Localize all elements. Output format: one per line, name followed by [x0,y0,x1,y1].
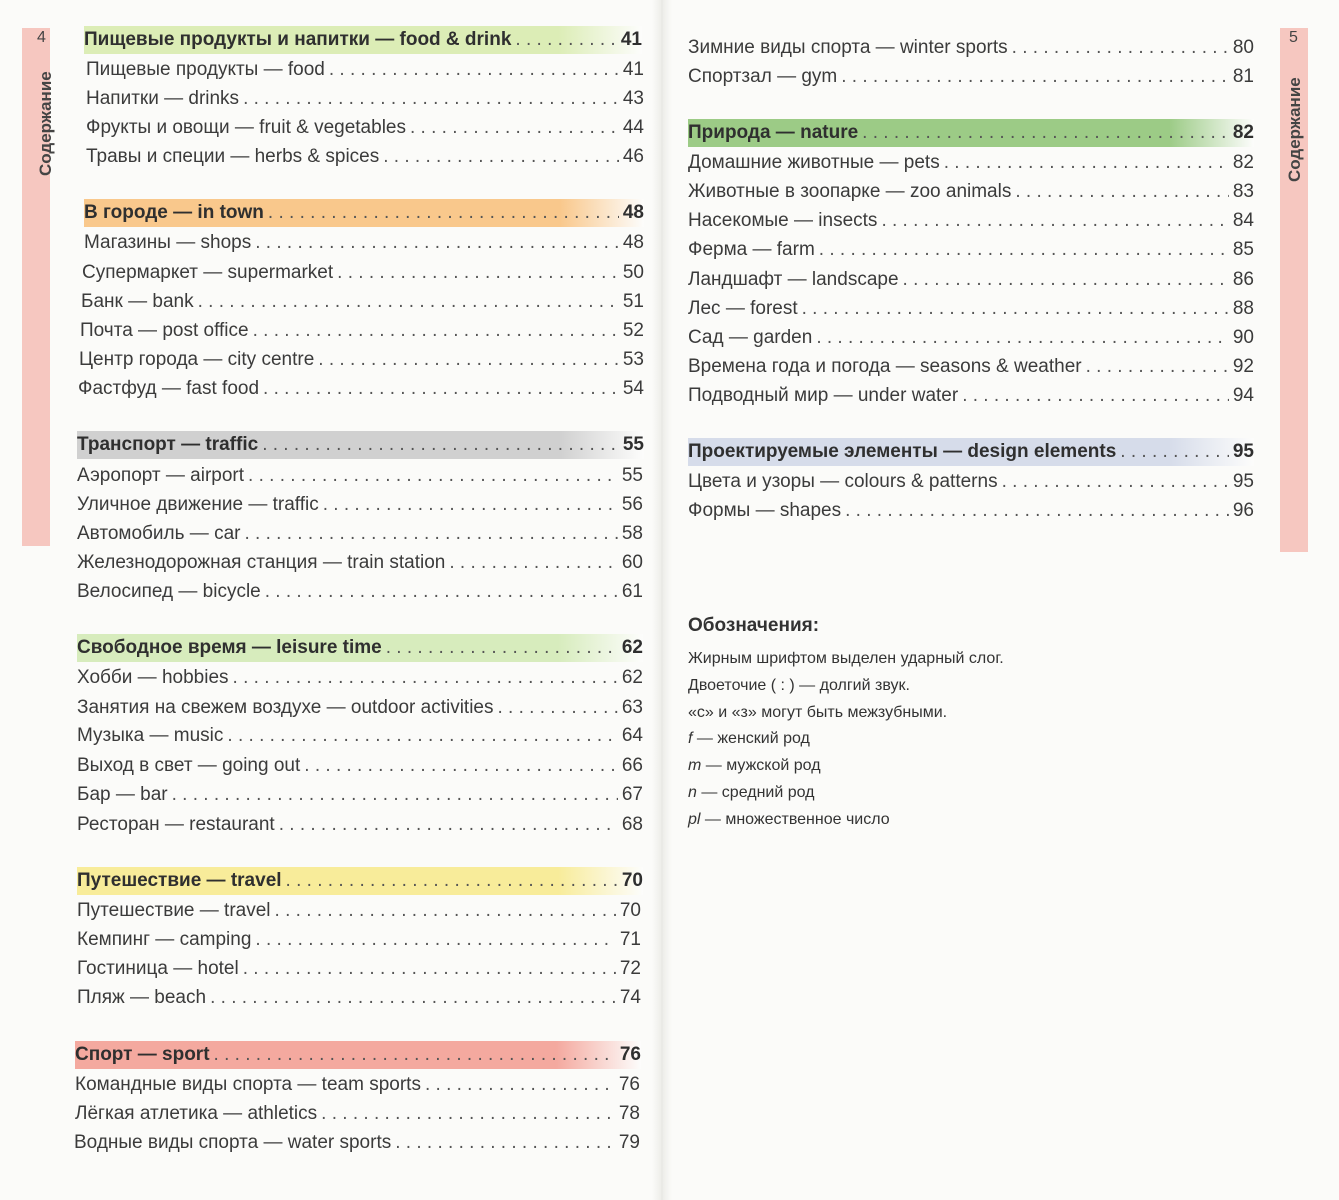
toc-item[interactable]: Магазины — shops . . . 48 [84,231,644,255]
toc-item[interactable]: Животные в зоопарке — zoo animals . . . 83 [688,180,1254,204]
toc-item[interactable]: Домашние животные — pets . . . 82 [688,151,1254,175]
toc-item[interactable]: Путешествие — travel . . . 70 [77,899,641,923]
legend-item: pl — множественное число [688,811,890,828]
legend-item: n — средний род [688,784,815,801]
page-number-right: 5 [1289,29,1298,46]
legend-item: m — мужской род [688,757,821,774]
toc-item[interactable]: Лёгкая атлетика — athletics . . . 78 [75,1102,640,1126]
side-tab-label-left: Содержание [36,71,55,176]
toc-item[interactable]: Времена года и погода — seasons & weather . . . 92 [688,355,1254,379]
section-heading-nature[interactable]: Природа — nature . . . 82 [688,119,1254,147]
toc-item[interactable]: Аэропорт — airport . . . 55 [77,464,643,488]
book-gutter [652,0,672,1200]
legend-item: f — женский род [688,730,810,747]
toc-item[interactable]: Командные виды спорта — team sports . . . 76 [75,1073,640,1097]
toc-item[interactable]: Зимние виды спорта — winter sports . . . 80 [688,36,1254,60]
toc-item[interactable]: Железнодорожная станция — train station . . . 60 [77,551,643,575]
section-heading-design-elements[interactable]: Проектируемые элементы — design elements . . . 95 [688,438,1254,466]
section-heading-in-town[interactable]: В городе — in town . . . 48 [84,199,644,227]
legend-item: Жирным шрифтом выделен ударный слог. [688,650,1004,667]
section-heading-travel[interactable]: Путешествие — travel . . . 70 [77,867,643,895]
toc-item[interactable]: Ресторан — restaurant . . . 68 [77,813,643,837]
toc-item[interactable]: Подводный мир — under water . . . 94 [688,384,1254,408]
toc-item[interactable]: Пищевые продукты — food . . . 41 [86,58,644,82]
toc-item[interactable]: Гостиница — hotel . . . 72 [77,957,641,981]
legend-item: «с» и «з» могут быть межзубными. [688,704,948,721]
toc-item[interactable]: Фастфуд — fast food . . . 54 [78,377,644,401]
toc-item[interactable]: Водные виды спорта — water sports . . . 79 [74,1131,640,1155]
toc-item[interactable]: Ландшафт — landscape . . . 86 [688,268,1254,292]
toc-item[interactable]: Занятия на свежем воздухе — outdoor activities . . . 63 [77,696,643,720]
toc-item[interactable]: Центр города — city centre . . . 53 [79,348,644,372]
toc-item[interactable]: Супермаркет — supermarket . . . 50 [82,261,644,285]
legend-title: Обозначения: [688,615,820,636]
section-heading-food-drink[interactable]: Пищевые продукты и напитки — food & drink . . . 41 [84,26,642,54]
toc-item[interactable]: Автомобиль — car . . . 58 [77,522,643,546]
toc-item[interactable]: Почта — post office . . . 52 [80,319,644,343]
toc-item[interactable]: Бар — bar . . . 67 [77,783,643,807]
section-heading-sport[interactable]: Спорт — sport . . . 76 [75,1041,641,1069]
side-tab-label-right: Содержание [1285,77,1304,182]
section-heading-leisure-time[interactable]: Свободное время — leisure time . . . 62 [77,634,643,662]
toc-item[interactable]: Сад — garden . . . 90 [688,326,1254,350]
toc-item[interactable]: Велосипед — bicycle . . . 61 [77,580,643,604]
toc-item[interactable]: Банк — bank . . . 51 [81,290,644,314]
section-heading-traffic[interactable]: Транспорт — traffic . . . 55 [77,431,644,459]
toc-item[interactable]: Травы и специи — herbs & spices . . . 46 [86,145,644,169]
toc-item[interactable]: Насекомые — insects . . . 84 [688,209,1254,233]
toc-item[interactable]: Фрукты и овощи — fruit & vegetables . . . 44 [86,116,644,140]
toc-item[interactable]: Музыка — music . . . 64 [77,724,643,748]
page-number-left: 4 [37,29,46,46]
toc-item[interactable]: Кемпинг — camping . . . 71 [77,928,641,952]
toc-item[interactable]: Хобби — hobbies . . . 62 [77,666,643,690]
toc-item[interactable]: Напитки — drinks . . . 43 [86,87,644,111]
toc-item[interactable]: Спортзал — gym . . . 81 [688,65,1254,89]
toc-item[interactable]: Ферма — farm . . . 85 [688,238,1254,262]
toc-item[interactable]: Лес — forest . . . 88 [688,297,1254,321]
toc-item[interactable]: Формы — shapes . . . 96 [688,499,1254,523]
toc-item[interactable]: Пляж — beach . . . 74 [77,986,641,1010]
toc-item[interactable]: Цвета и узоры — colours & patterns . . . 95 [688,470,1254,494]
legend-item: Двоеточие ( : ) — долгий звук. [688,677,910,694]
toc-item[interactable]: Уличное движение — traffic . . . 56 [77,493,643,517]
toc-item[interactable]: Выход в свет — going out . . . 66 [77,754,643,778]
